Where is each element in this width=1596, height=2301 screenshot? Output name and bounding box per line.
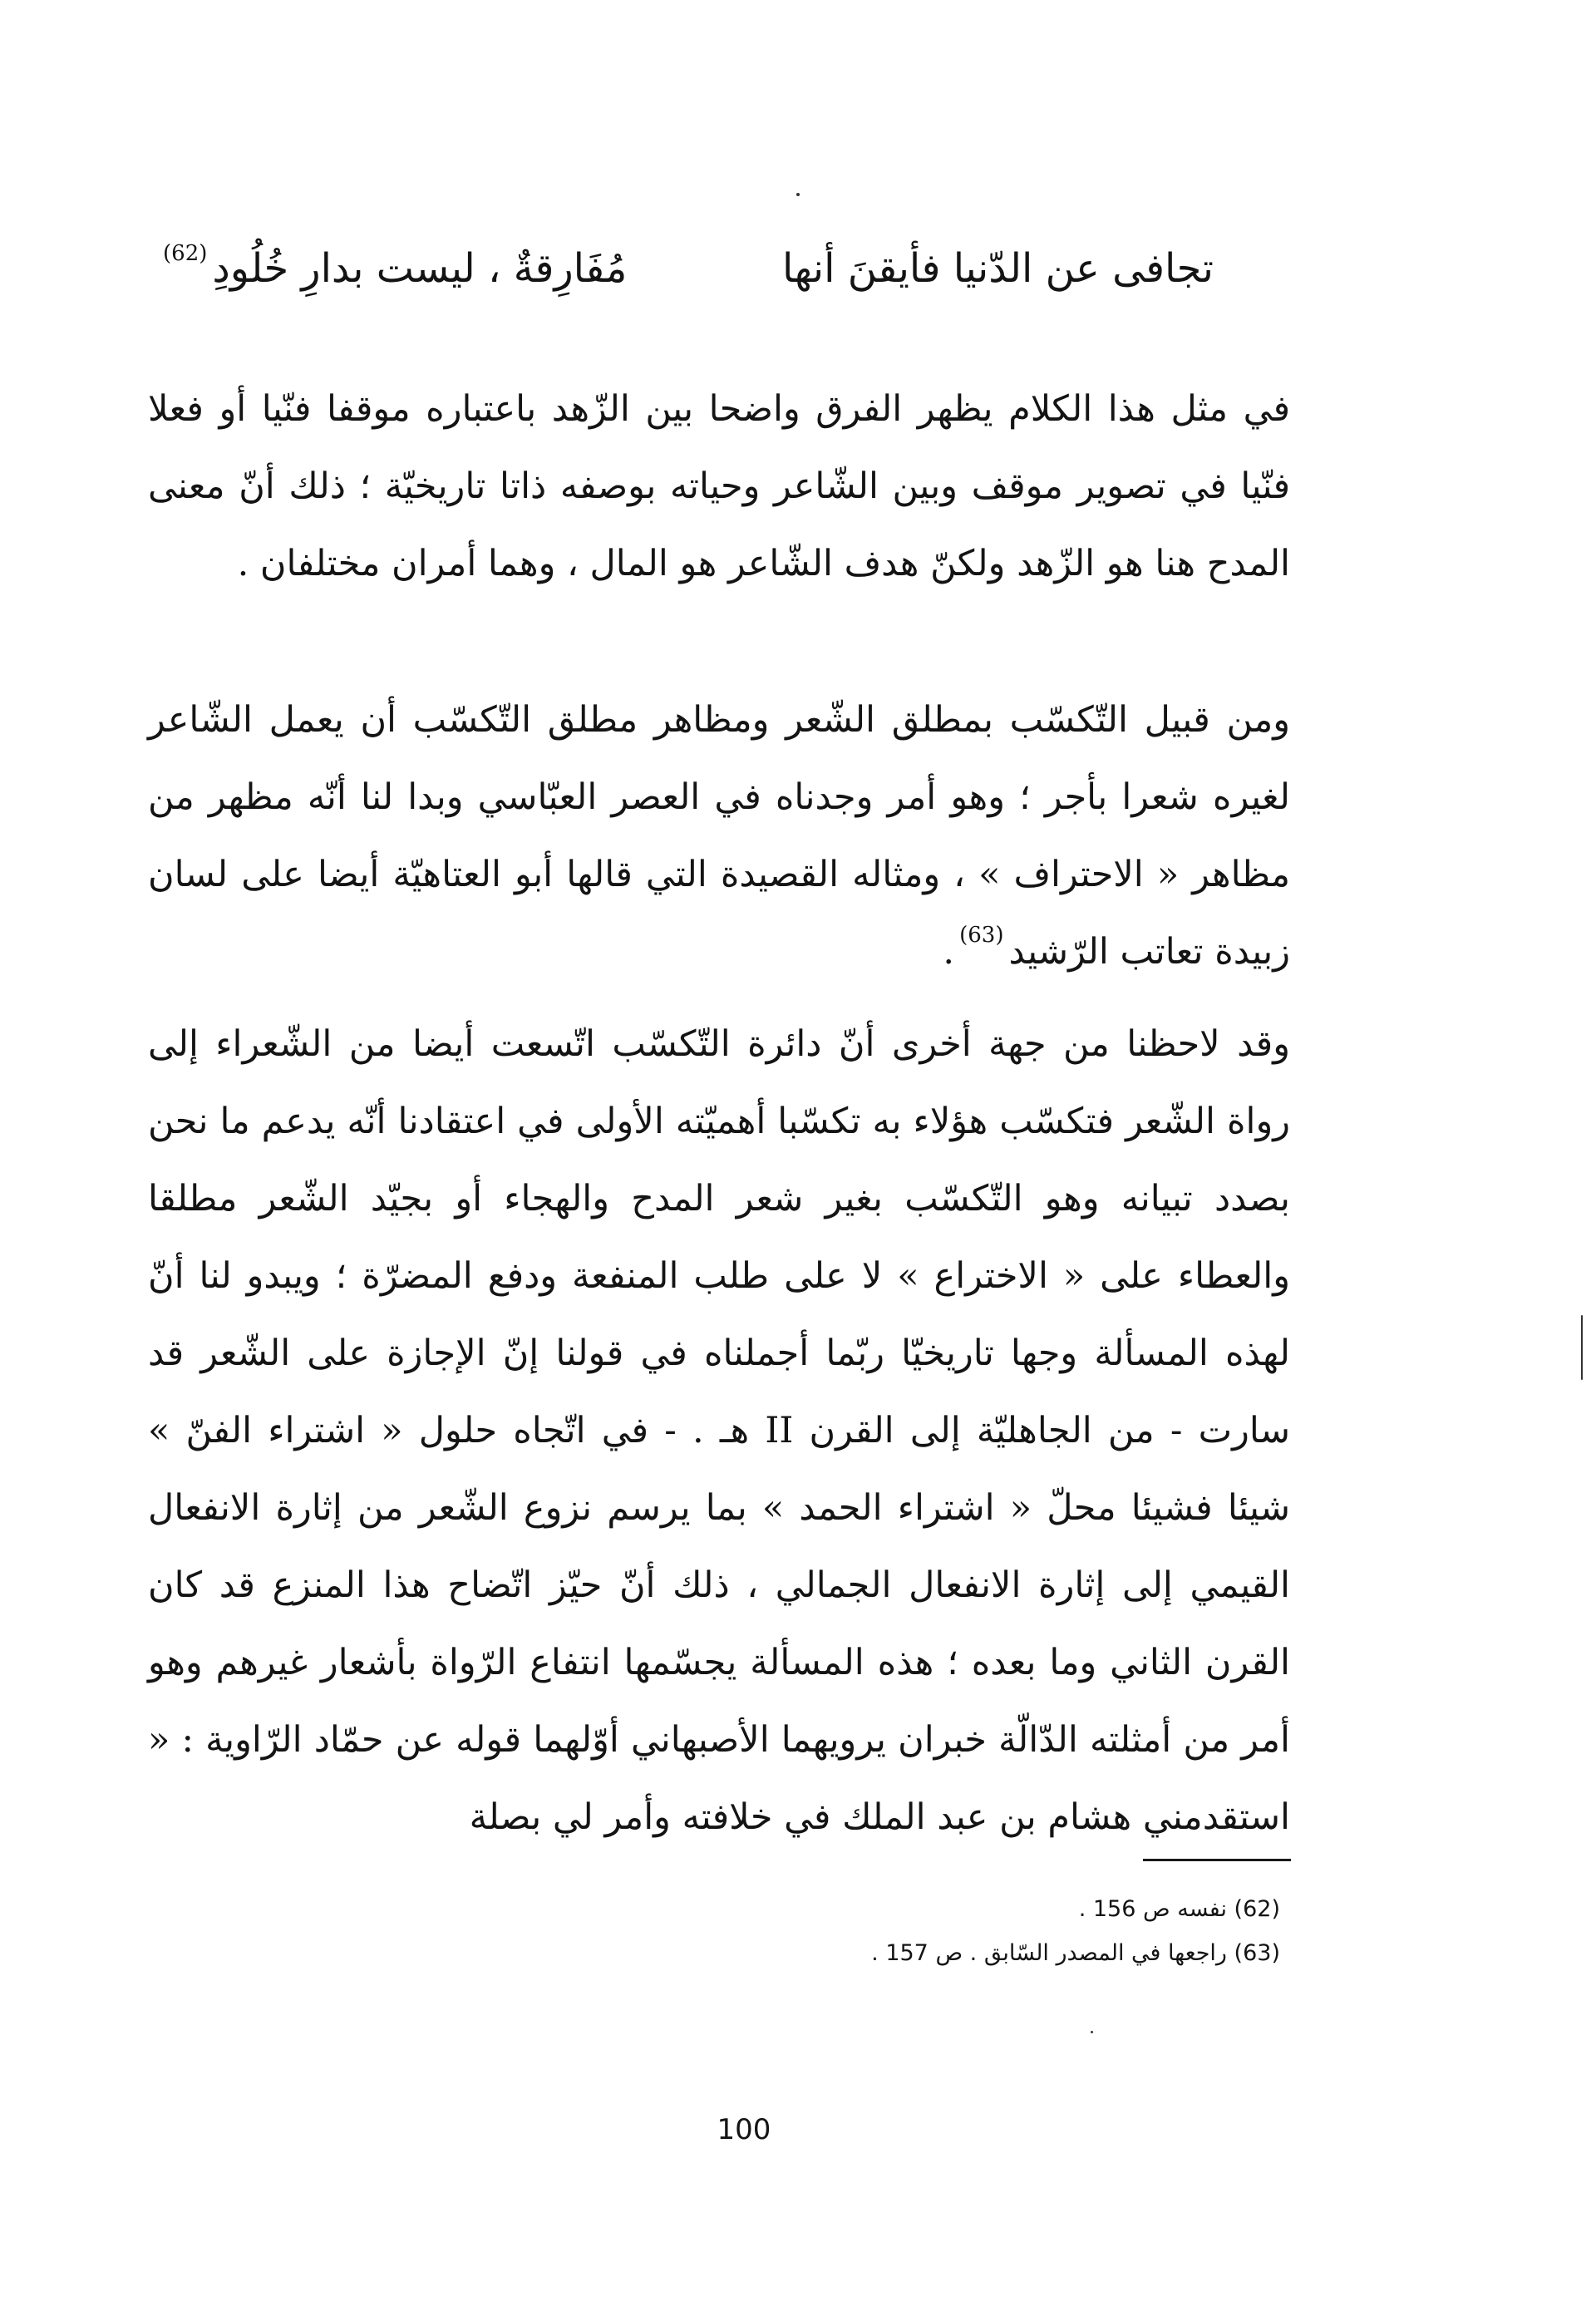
paragraph-3-text: وقد لاحظنا من جهة أخرى أنّ دائرة التّكسّب اتّسعت أيضا من الشّعراء إلى رواة الشّعر فتكسّب هؤلاء به تكسّبا أهميّته الأولى في اعتقادنا أنّه يدعم ما نحن بصدد تبيانه وهو التّكسّب بغير شعر المدح والهجاء أو بجيّد الشّعر مطلقا والعطاء على « الاختراع » لا على طلب المنفعة ودفع المضرّة ؛ ويبدو لنا أنّ لهذه المسألة وجها تاريخيّا ربّما أجملناه في قولنا إنّ الإجازة على الشّعر قد سارت - من الجاهليّة إلى القرن II هـ . - في اتّجاه حلول « اشتراء الفنّ » شيئا فشيئا محلّ « اشتراء الحمد » بما يرسم نزوع الشّعر من إثارة الانفعال القيمي إلى إثارة الانفعال الجمالي ، ذلك أنّ حيّز اتّضاح هذا المنزع قد كان القرن الثاني وما بعده ؛ هذه المسألة يجسّمها انتفاع الرّواة بأشعار غيرهم وهو أمر من أمثلته الدّالّة خبران يرويهما الأصبهاني أوّلهما قوله عن حمّاد الرّاوية : « استقدمني هشام بن عبد الملك في خلافته وأمر لي بصلة (148, 1023, 1290, 1838)
footnote-ref-62: (62) (163, 241, 208, 266)
verse-line (141, 223, 1214, 314)
footnote-62: (62) نفسه ص 156 . (1078, 1896, 1280, 1922)
footnote-63: (63) راجعها في المصدر السّابق . ص 157 . (871, 1940, 1280, 1966)
paragraph-2-tail: . (943, 931, 955, 973)
scan-speck (1091, 2031, 1093, 2033)
verse-right-hemistich: تجافى عن الدّنيا فأيقنَ أنها (782, 245, 1214, 292)
footnotes (748, 1887, 1280, 1975)
paragraph-2-text: ومن قبيل التّكسّب بمطلق الشّعر ومظاهر مطلق التّكسّب أن يعمل الشّاعر لغيره شعرا بأجر ؛ وهو أمر وجدناه في العصر العبّاسي وبدا لنا أنّه مظهر من مظاهر « الاحتراف » ، ومثاله القصيدة التي قالها أبو العتاهيّة أيضا على لسان زبيدة تعاتب الرّشيد (148, 699, 1290, 973)
paragraph-2 (148, 682, 1290, 991)
paragraph-1 (148, 371, 1290, 603)
verse-left-text: مُفَارِقةٌ ، ليست بدارِ خُلُودِ (212, 245, 628, 292)
scan-speck (1581, 1315, 1583, 1380)
scan-speck (796, 193, 800, 196)
footnote-ref-63: (63) (959, 923, 1004, 948)
verse-left-hemistich (158, 223, 627, 314)
page-number: 100 (717, 2113, 771, 2146)
paragraph-1-text: في مثل هذا الكلام يظهر الفرق واضحا بين الزّهد باعتباره موقفا فنّيا أو فعلا فنّيا في تصوير موقف وبين الشّاعر وحياته بوصفه ذاتا تاريخيّة ؛ ذلك أنّ معنى المدح هنا هو الزّهد ولكنّ هدف الشّاعر هو المال ، وهما أمران مختلفان . (148, 388, 1290, 584)
footnote-separator (1143, 1859, 1291, 1861)
paragraph-3 (148, 1006, 1290, 1856)
